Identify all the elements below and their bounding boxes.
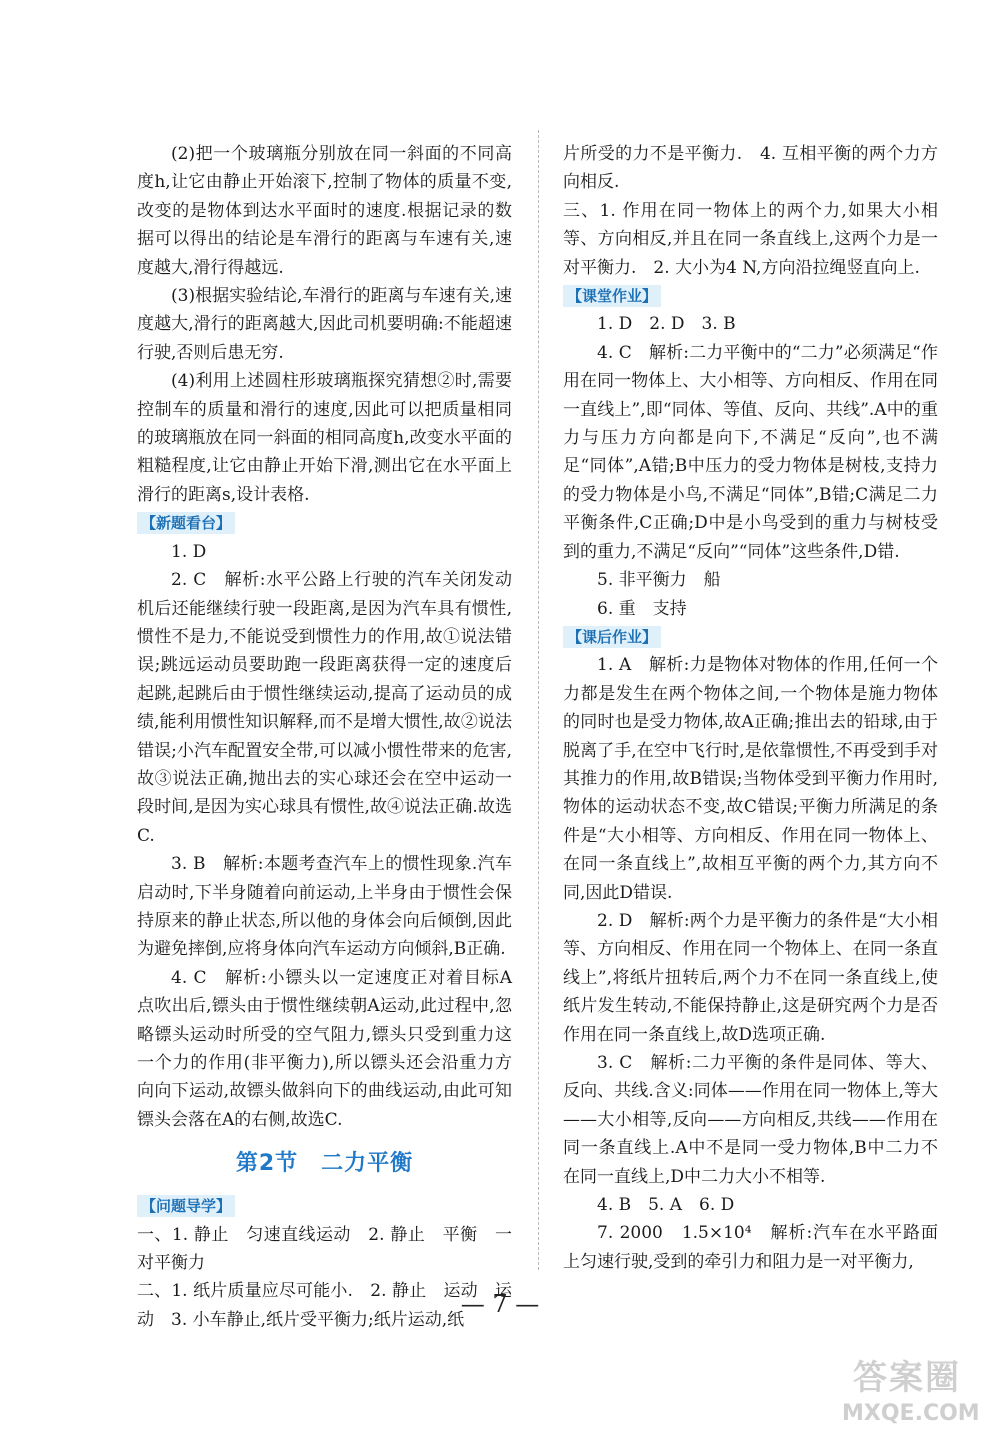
answer-kehou-3: 3. C 解析:二力平衡的条件是同体、等大、反向、共线.含义:同体——作用在同一物体上,等大——大小相等,反向——方向相反,共线——作用在同一条直线上.A中不是同一受力物体,B中二力不在同一直线上,D中二力大小不相等. xyxy=(563,1053,938,1187)
answer-xinti-1: 1. D xyxy=(171,541,207,562)
answer-ketang-4: 4. C 解析:二力平衡中的“二力”必须满足“作用在同一物体上、大小相等、方向相反、作用在同一直线上”,即“同体、等值、反向、共线”.A中的重力与压力方向都是向下,不满足“反向”,也不满足“同体”,A错;B中压力的受力物体是树枝,支持力的受力物体是小鸟,不满足“同体”,B错;C满足二力平衡条件,C正确;D中是小鸟受到的重力与树枝受到的重力,不满足“反向”“同体”这些条件,D错. xyxy=(563,342,938,562)
answer-xinti-4: 4. C 解析:小镖头以一定速度正对着目标A点吹出后,镖头由于惯性继续朝A运动,此过程中,忽略镖头运动时所受的空气阻力,镖头只受到重力这一个力的作用(非平衡力),所以镖头还会沿重力方向向下运动,故镖头做斜向下的曲线运动,由此可知镖头会落在A的右侧,故选C. xyxy=(137,967,512,1130)
answer-xinti-2: 2. C 解析:水平公路上行驶的汽车关闭发动机后还能继续行驶一段距离,是因为汽车具有惯性,惯性不是力,不能说受到惯性力的作用,故①说法错误;跳远运动员要助跑一段距离获得一定的速度后起跳,起跳后由于惯性继续运动,提高了运动员的成绩,能利用惯性知识解释,而不是增大惯性,故②说法错误;小汽车配置安全带,可以减小惯性带来的危害,故③说法正确,抛出去的实心球还会在空中运动一段时间,是因为实心球具有惯性,故④说法正确.故选C. xyxy=(137,570,512,846)
left-column xyxy=(137,140,512,1334)
watermark-text: 答案圈 xyxy=(853,1358,961,1398)
answer-ketang-123: 1. D 2. D 3. B xyxy=(597,314,736,335)
answer-kehou-456: 4. B 5. A 6. D xyxy=(597,1195,735,1216)
column-divider xyxy=(538,130,539,1270)
section-title: 第2节 二力平衡 xyxy=(235,1151,414,1177)
answer-q4: (4)利用上述圆柱形玻璃瓶探究猜想②时,需要控制车的质量和滑行的速度,因此可以把质量相同的玻璃瓶放在同一斜面的相同高度h,改变水平面的粗糙程度,让它由静止开始下滑,测出它在水平面上滑行的距离s,设计表格. xyxy=(137,371,512,505)
answer-wenti-2: 二、1. 纸片质量应尽可能小. 2. 静止 运动 运动 3. 小车静止,纸片受平衡力;纸片运动,纸 xyxy=(137,1281,512,1330)
section-tag-xinti: 【新题看台】 xyxy=(137,512,235,534)
answer-ketang-6: 6. 重 支持 xyxy=(597,598,687,619)
answer-kehou-1: 1. A 解析:力是物体对物体的作用,任何一个力都是发生在两个物体之间,一个物体是施力物体的同时也是受力物体,故A正确;推出去的铅球,由于脱离了手,在空中飞行时,是依靠惯性,不再受到手对其推力的作用,故B错误;当物体受到平衡力作用时,物体的运动状态不变,故C错误;平衡力所满足的条件是“大小相等、方向相反、作用在同一物体上、在同一条直线上”,故相互平衡的两个力,其方向不同,因此D错误. xyxy=(563,655,938,903)
right-column xyxy=(563,140,938,1276)
section-tag-kehou: 【课后作业】 xyxy=(563,626,661,648)
answer-cont-3: 三、1. 作用在同一物体上的两个力,如果大小相等、方向相反,并且在同一条直线上,这两个力是一对平衡力. 2. 大小为4 N,方向沿拉绳竖直向上. xyxy=(563,200,938,278)
answer-kehou-2: 2. D 解析:两个力是平衡力的条件是“大小相等、方向相反、作用在同一个物体上、在同一条直线上”,将纸片扭转后,两个力不在同一条直线上,使纸片发生转动,不能保持静止,这是研究两个力是否作用在同一条直线上,故D选项正确. xyxy=(563,910,938,1045)
answer-cont-1: 片所受的力不是平衡力. 4. 互相平衡的两个力方向相反. xyxy=(563,144,938,193)
watermark-logo xyxy=(842,1356,980,1436)
answer-ketang-5: 5. 非平衡力 船 xyxy=(597,570,721,591)
answer-kehou-7: 7. 2000 1.5×10⁴ 解析:汽车在水平路面上匀速行驶,受到的牵引力和阻力是一对平衡力, xyxy=(563,1223,938,1272)
page-number: — 7 — xyxy=(460,1290,540,1318)
answer-q2: (2)把一个玻璃瓶分别放在同一斜面的不同高度h,让它由静止开始滚下,控制了物体的质量不变,改变的是物体到达水平面时的速度.根据记录的数据可以得出的结论是车滑行的距离与车速有关,速度越大,滑行得越远. xyxy=(137,144,512,278)
watermark-url: MXQE.COM xyxy=(842,1401,980,1426)
answer-xinti-3: 3. B 解析:本题考查汽车上的惯性现象.汽车启动时,下半身随着向前运动,上半身由于惯性会保持原来的静止状态,所以他的身体会向后倾倒,因此为避免摔倒,应将身体向汽车运动方向倾斜,B正确. xyxy=(137,854,512,960)
section-tag-ketang: 【课堂作业】 xyxy=(563,285,661,307)
answer-wenti-1: 一、1. 静止 匀速直线运动 2. 静止 平衡 一对平衡力 xyxy=(137,1224,512,1274)
section-tag-wenti: 【问题导学】 xyxy=(137,1195,235,1217)
answer-q3: (3)根据实验结论,车滑行的距离与车速有关,速度越大,滑行的距离越大,因此司机要明确:不能超速行驶,否则后患无穷. xyxy=(137,286,512,363)
